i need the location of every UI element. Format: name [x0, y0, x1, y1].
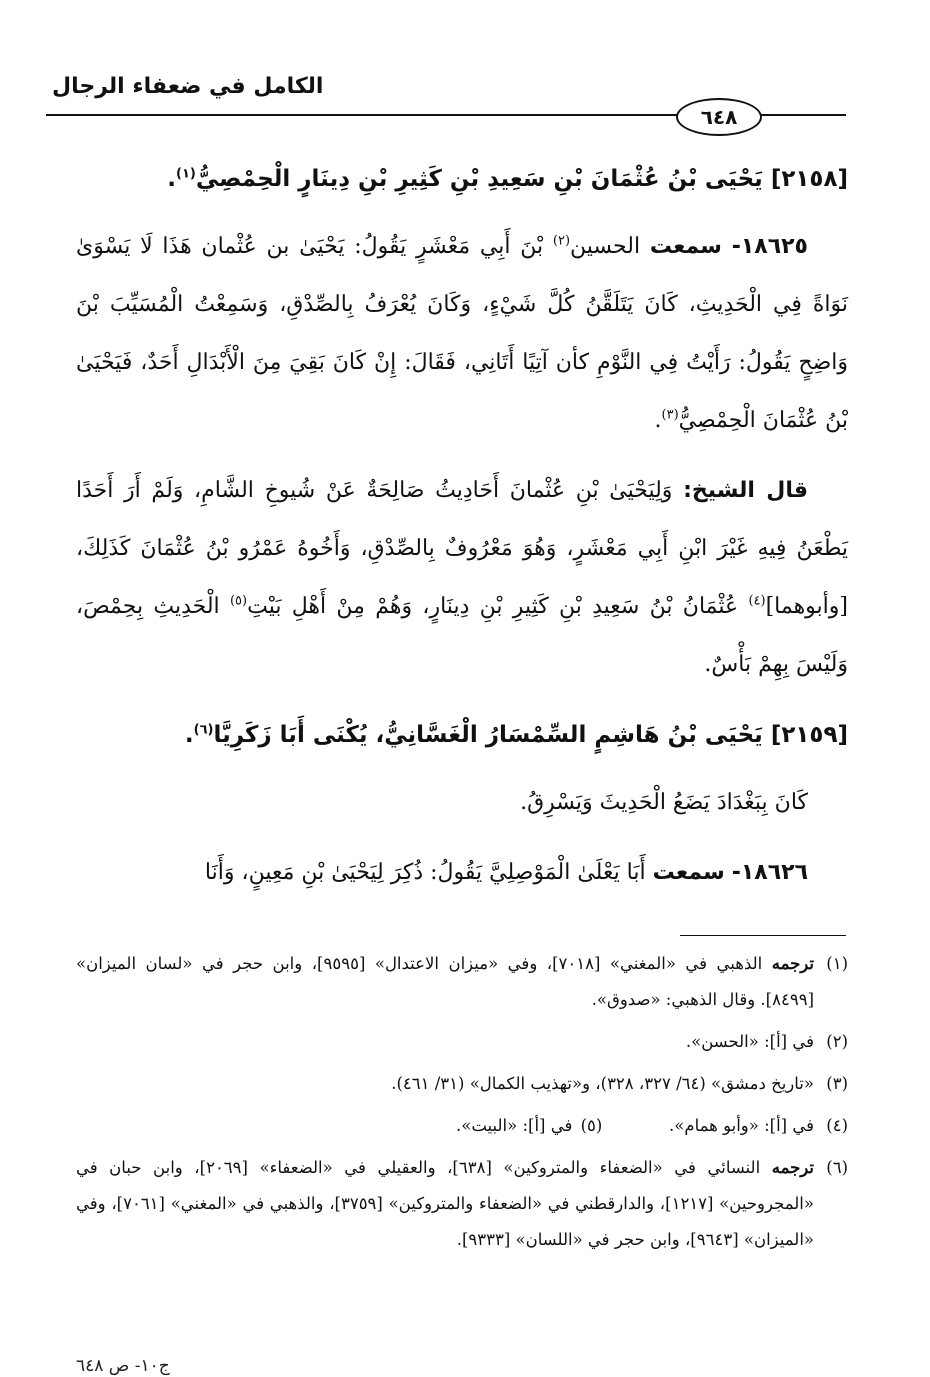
footnote-text: «تاريخ دمشق» (٦٤/ ٣٢٧، ٣٢٨)، و«تهذيب الكمال» (٣١/ ٤٦١). — [391, 1074, 814, 1093]
footnote-2 — [76, 1024, 848, 1060]
footnote-text: النسائي في «الضعفاء والمتروكين» [٦٣٨]، والعقيلي في «الضعفاء» [٢٠٦٩]، وابن حبان في «المجروحين» [١٢١٧]، والدارقطني في «الضعفاء والمتروكين» [٣٧٥٩]، والذهبي في «المغني» [٧٠٦١]، وفي «الميزان» [٩٦٤٣]، وابن حجر في «اللسان» [٩٣٣٣]. — [76, 1158, 814, 1249]
footnote-1 — [76, 946, 848, 1018]
footnote-number: (٢) — [826, 1032, 848, 1051]
report-keyword: سمعت — [649, 234, 722, 259]
footnote-number: (٥) — [580, 1116, 603, 1135]
footnote-keyword: ترجمه — [771, 1158, 814, 1177]
entry-number: [٢١٥٨] — [770, 166, 848, 192]
volume-page-signature: ج١٠- ص ٦٤٨ — [76, 1356, 170, 1376]
sheikh-comment — [76, 462, 848, 694]
report-18626 — [76, 844, 848, 902]
report-number: ١٨٦٢٦- — [731, 860, 808, 885]
entry-name: يَحْيَى بْنُ عُثْمَانَ بْنِ سَعِيدِ بْنِ كَثِيرِ بْنِ دِينَارٍ الْحِمْصِيُّ — [195, 166, 763, 192]
footnote-number: (١) — [826, 954, 848, 973]
sheikh-text: عُثْمَانُ بْنُ سَعِيدِ بْنِ كَثِيرِ بْنِ دِينَارٍ، وَهُمْ مِنْ أَهْلِ بَيْتِ — [247, 594, 739, 619]
main-text — [76, 150, 848, 914]
footnote-keyword: ترجمه — [771, 954, 814, 973]
report-number: ١٨٦٢٥- — [731, 234, 808, 259]
footnote-number: (٣) — [826, 1074, 848, 1093]
sheikh-text: الْحَدِيثِ بِحِمْصَ، وَلَيْسَ بِهِمْ بَأْسٌ. — [76, 594, 848, 677]
footnote-ref: (٣) — [661, 407, 679, 423]
footnote-number: (٦) — [826, 1158, 848, 1177]
footnote-text: الذهبي في «المغني» [٧٠١٨]، وفي «ميزان الاعتدال» [٩٥٩٥]، وابن حجر في «لسان الميزان» [٨٤٩٩]. وقال الذهبي: «صدوق». — [76, 954, 814, 1009]
footnote-4-text: في [أ]: «وأبو همام». — [669, 1116, 814, 1135]
page-number: ٦٤٨ — [676, 98, 762, 136]
footnote-ref: (٤) — [748, 593, 766, 609]
footnote-ref: (٢) — [552, 233, 571, 249]
footnotes — [76, 946, 848, 1264]
sheikh-label: قال الشيخ: — [683, 478, 808, 503]
entry-heading-2158: [٢١٥٨] يَحْيَى بْنُ عُثْمَانَ بْنِ سَعِيدِ بْنِ كَثِيرِ بْنِ دِينَارٍ الْحِمْصِيُّ$^{(١)}$. — [167, 166, 848, 192]
running-header-title: الكامل في ضعفاء الرجال — [52, 74, 324, 99]
report-keyword: سمعت — [652, 860, 725, 885]
footnote-3 — [76, 1066, 848, 1102]
footnote-ref: (١) — [176, 166, 196, 182]
sheikh-text: وَلِيَحْيَىٰ بْنِ عُثْمانَ أَحَادِيثُ صَالِحَةٌ عَنْ شُيوخِ الشَّامِ، وَلَمْ أَرَ أَحَدًا يَطْعَنُ فِيهِ غَيْرَ ابْنِ أَبِي مَعْشَرٍ، وَهُوَ مَعْرُوفٌ بِالصِّدْقِ، وَأَخُوهُ عَمْرُو بْنُ عُثْمَانَ كَذَلِكَ، [وأبوهما] — [76, 478, 848, 619]
footnote-5-text: في [أ]: «البيت». — [456, 1116, 573, 1135]
footnotes-4-5 — [76, 1108, 848, 1144]
report-text: الحسين — [570, 234, 641, 259]
footnote-ref: (٦) — [193, 722, 214, 738]
entry-name: يَحْيَى بْنُ هَاشِمٍ السِّمْسَارُ الْغَسَّانِيُّ، يُكْنَى أَبَا زَكَرِيَّا — [213, 722, 763, 748]
footnote-6 — [76, 1150, 848, 1258]
footnote-text: في [أ]: «الحسن». — [685, 1032, 814, 1051]
report-text: أَبَا يَعْلَىٰ الْمَوْصِلِيَّ يَقُولُ: ذُكِرَ لِيَحْيَىٰ بْنِ مَعِينٍ، وَأَنَا — [204, 860, 646, 885]
footnote-number: (٤) — [826, 1116, 848, 1135]
footnote-ref: (٥) — [229, 593, 248, 609]
report-18625: ١٨٦٢٥- سمعت الحسين$^{(٢)}$ بْنَ أَبِي مَعْشَرٍ يَقُولُ: يَحْيَىٰ بن عُثْمان هَذَا لَا يَسْوَىٰ نَوَاةً فِي الْحَدِيثِ، كَانَ يَتَلَقَّنُ كُلَّ شَيْءٍ، وَكَانَ يُعْرَفُ بِالصِّدْقِ، وَسَمِعْتُ الْمُسَيِّبَ بْنَ وَاضِحٍ يَقُولُ: رَأَيْتُ فِي النَّوْمِ كأن آتِيًا أَتَانِي، فَقَالَ: إِنْ كَانَ بَقِيَ مِنَ الْأَبْدَالِ أَحَدٌ، فَيَحْيَىٰ بْنُ عُثْمَانَ الْحِمْصِيُّ$^{(٣)}$. — [76, 233, 848, 433]
entry-description: كَانَ بِبَغْدَادَ يَضَعُ الْحَدِيثَ وَيَسْرِقُ. — [520, 790, 808, 815]
footnotes-separator — [680, 935, 846, 936]
report-text: بْنَ أَبِي مَعْشَرٍ يَقُولُ: يَحْيَىٰ بن عُثْمان هَذَا لَا يَسْوَىٰ نَوَاةً فِي الْحَدِيثِ، كَانَ يَتَلَقَّنُ كُلَّ شَيْءٍ، وَكَانَ يُعْرَفُ بِالصِّدْقِ، وَسَمِعْتُ الْمُسَيِّبَ بْنَ وَاضِحٍ يَقُولُ: رَأَيْتُ فِي النَّوْمِ كأن آتِيًا أَتَانِي، فَقَالَ: إِنْ كَانَ بَقِيَ مِنَ الْأَبْدَالِ أَحَدٌ، فَيَحْيَىٰ بْنُ عُثْمَانَ الْحِمْصِيُّ — [76, 234, 848, 433]
entry-number: [٢١٥٩] — [770, 722, 848, 748]
entry-heading-2159: [٢١٥٩] يَحْيَى بْنُ هَاشِمٍ السِّمْسَارُ الْغَسَّانِيُّ، يُكْنَى أَبَا زَكَرِيَّا$^{(٦)}$. — [184, 722, 848, 748]
